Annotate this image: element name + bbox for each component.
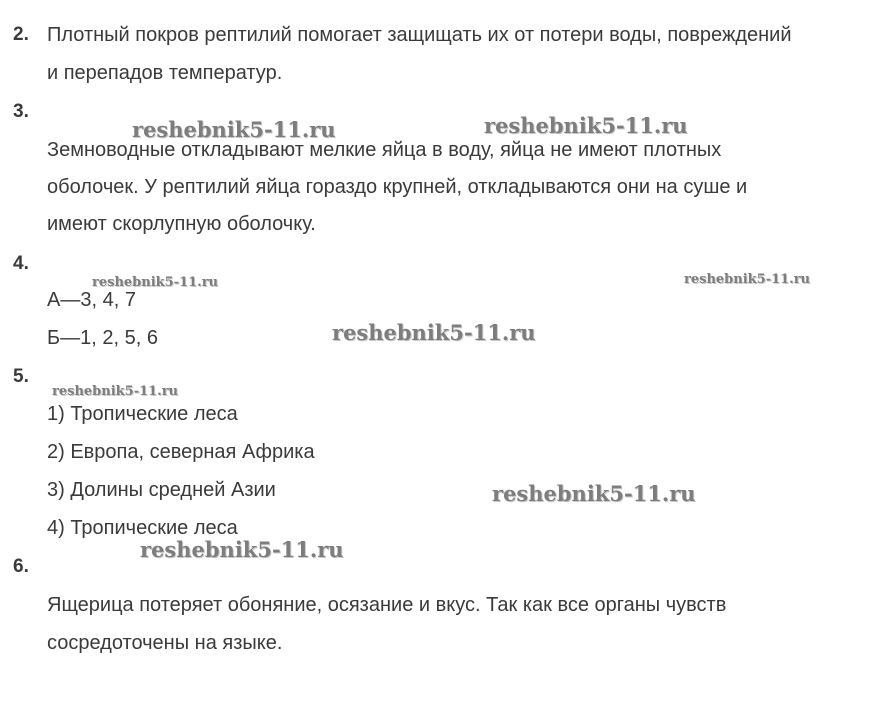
watermark: reshebnik5-11.ru: [52, 384, 179, 399]
watermark: reshebnik5-11.ru: [132, 117, 336, 142]
item-3-line-1: Земноводные откладывают мелкие яйца в воду, яйца не имеют плотных: [47, 139, 722, 161]
item-number-6: 6.: [13, 556, 29, 577]
item-3-line-2: оболочек. У рептилий яйца гораздо крупней, откладываются они на суше и: [47, 176, 748, 198]
watermark: reshebnik5-11.ru: [332, 320, 536, 345]
watermark: reshebnik5-11.ru: [492, 481, 696, 506]
item-3-line-3: имеют скорлупную оболочку.: [47, 213, 316, 235]
item-6-line-1: Ящерица потеряет обоняние, осязание и вкус. Так как все органы чувств: [47, 594, 727, 616]
watermark: reshebnik5-11.ru: [484, 113, 688, 138]
watermark: reshebnik5-11.ru: [92, 275, 219, 290]
item-5-line-3: 3) Долины средней Азии: [47, 479, 276, 501]
item-6-line-2: сосредоточены на языке.: [47, 632, 283, 654]
item-number-4: 4.: [13, 253, 29, 274]
item-number-5: 5.: [13, 366, 29, 387]
item-2-line-1: Плотный покров рептилий помогает защищать их от потери воды, повреждений: [47, 24, 792, 46]
watermark: reshebnik5-11.ru: [684, 272, 811, 287]
item-5-line-1: 1) Тропические леса: [47, 403, 238, 425]
item-4-line-2: Б—1, 2, 5, 6: [47, 327, 158, 349]
item-5-line-2: 2) Европа, северная Африка: [47, 441, 315, 463]
watermark: reshebnik5-11.ru: [140, 537, 344, 562]
item-number-3: 3.: [13, 101, 29, 122]
item-4-line-1: А—3, 4, 7: [47, 289, 136, 311]
item-number-2: 2.: [13, 24, 29, 45]
item-2-line-2: и перепадов температур.: [47, 62, 283, 84]
item-5-line-4: 4) Тропические леса: [47, 517, 238, 539]
